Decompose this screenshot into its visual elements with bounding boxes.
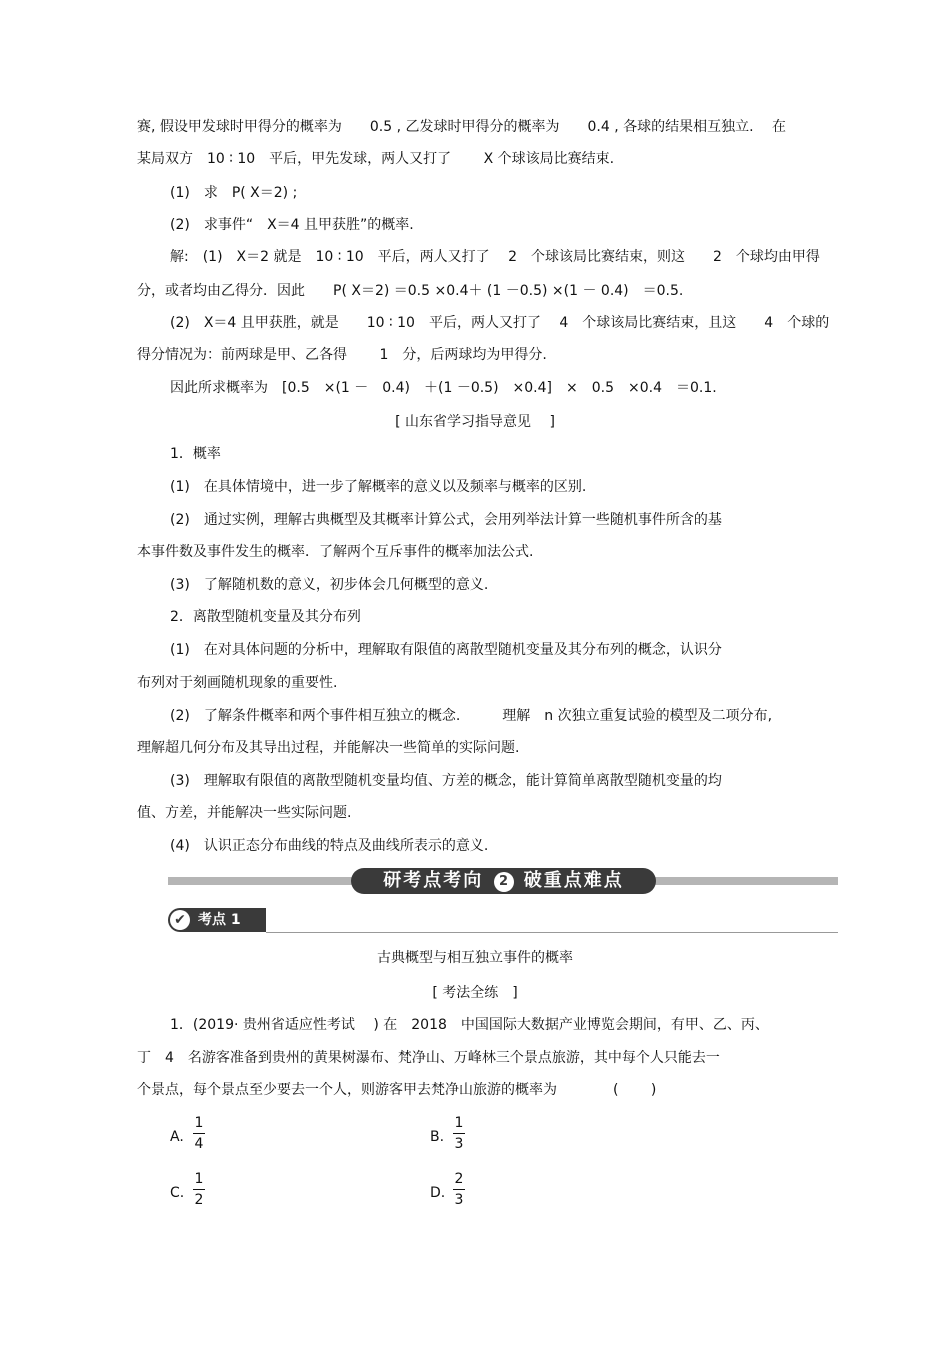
- topic-title: 古典概型与相互独立事件的概率: [377, 950, 573, 966]
- kaodian-label: 考点 1: [198, 912, 241, 928]
- text-line: 分，或者均由乙得分．因此 P( X＝2) ＝0.5 ×0.4＋ (1 －0.5) ×(1 － 0.4) ＝0.5.: [137, 283, 684, 299]
- kaodian-tag: [168, 908, 266, 932]
- kaodian-rule: [266, 932, 838, 933]
- text-line: 得分情况为：前两球是甲、乙各得 1 分，后两球均为甲得分.: [137, 347, 547, 363]
- text-line: (1) 在具体情境中，进一步了解概率的意义以及频率与概率的区别.: [170, 479, 587, 495]
- text-line: 某局双方 10 ∶ 10 平后，甲先发球，两人又打了 X 个球该局比赛结束.: [137, 151, 615, 167]
- option-label: A.: [170, 1129, 184, 1145]
- banner-number-badge: 2: [494, 872, 514, 892]
- text-line: 赛, 假设甲发球时甲得分的概率为 0.5 , 乙发球时甲得分的概率为 0.4 , 各球的结果相互独立. 在: [137, 119, 787, 135]
- text-line: (3) 理解取有限值的离散型随机变量均值、方差的概念，能计算简单离散型随机变量的均: [170, 773, 722, 789]
- kaodian-header: [168, 908, 838, 934]
- option-label: C.: [170, 1185, 185, 1201]
- option-label: D.: [430, 1185, 446, 1201]
- text-line: (3) 了解随机数的意义，初步体会几何概型的意义.: [170, 577, 489, 593]
- banner-plate: [351, 868, 656, 894]
- text-line: 布列对于刻画随机现象的重要性.: [137, 675, 338, 691]
- question-line: 个景点，每个景点至少要去一个人，则游客甲去梵净山旅游的概率为 ( ): [137, 1082, 657, 1098]
- text-line: 解: (1) X＝2 就是 10 ∶ 10 平后，两人又打了 2 个球该局比赛结束，则这 2 个球均由甲得: [170, 249, 820, 265]
- text-line: 理解超几何分布及其导出过程，并能解决一些简单的实际问题.: [137, 740, 520, 756]
- check-icon: ✔: [170, 910, 190, 930]
- banner-left-text: 研考点考向: [383, 870, 484, 891]
- text-line: 1．概率: [170, 446, 221, 462]
- text-line: 值、方差，并能解决一些实际问题.: [137, 805, 352, 821]
- text-line: (2) 求事件“ X＝4 且甲获胜”的概率.: [170, 217, 414, 233]
- question-line: 1．(2019· 贵州省适应性考试 ) 在 2018 中国国际大数据产业博览会期间，有甲、乙、丙、: [170, 1017, 769, 1033]
- text-line: 本事件数及事件发生的概率．了解两个互斥事件的概率加法公式.: [137, 544, 534, 560]
- practice-heading: [ 考法全练 ]: [432, 985, 518, 1001]
- text-line: 因此所求概率为 [0.5 ×(1 － 0.4) ＋(1 －0.5) ×0.4] × 0.5 ×0.4 ＝0.1.: [170, 380, 717, 396]
- text-line: (2) X＝4 且甲获胜，就是 10 ∶ 10 平后，两人又打了 4 个球该局比赛结束，且这 4 个球的: [170, 315, 830, 331]
- text-line: (4) 认识正态分布曲线的特点及曲线所表示的意义.: [170, 838, 489, 854]
- text-line: (2) 了解条件概率和两个事件相互独立的概念. 理解 n 次独立重复试验的模型及二项分布,: [170, 708, 773, 724]
- fraction: 1 3: [454, 1115, 464, 1152]
- banner-right-text: 破重点难点: [523, 870, 624, 891]
- text-line: (1) 求 P( X＝2) ;: [170, 185, 298, 201]
- question-line: 丁 4 名游客准备到贵州的黄果树瀑布、梵净山、万峰林三个景点旅游，其中每个人只能去一: [137, 1050, 720, 1066]
- fraction: 1 4: [194, 1115, 204, 1152]
- text-line: (1) 在对具体问题的分析中，理解取有限值的离散型随机变量及其分布列的概念，认识分: [170, 642, 722, 658]
- fraction: 1 2: [194, 1171, 204, 1208]
- section-banner: [168, 868, 838, 894]
- section-heading: [ 山东省学习指导意见 ]: [395, 414, 555, 430]
- text-line: 2．离散型随机变量及其分布列: [170, 609, 361, 625]
- fraction: 2 3: [454, 1171, 464, 1208]
- text-line: (2) 通过实例，理解古典概型及其概率计算公式，会用列举法计算一些随机事件所含的基: [170, 512, 722, 528]
- option-label: B.: [430, 1129, 445, 1145]
